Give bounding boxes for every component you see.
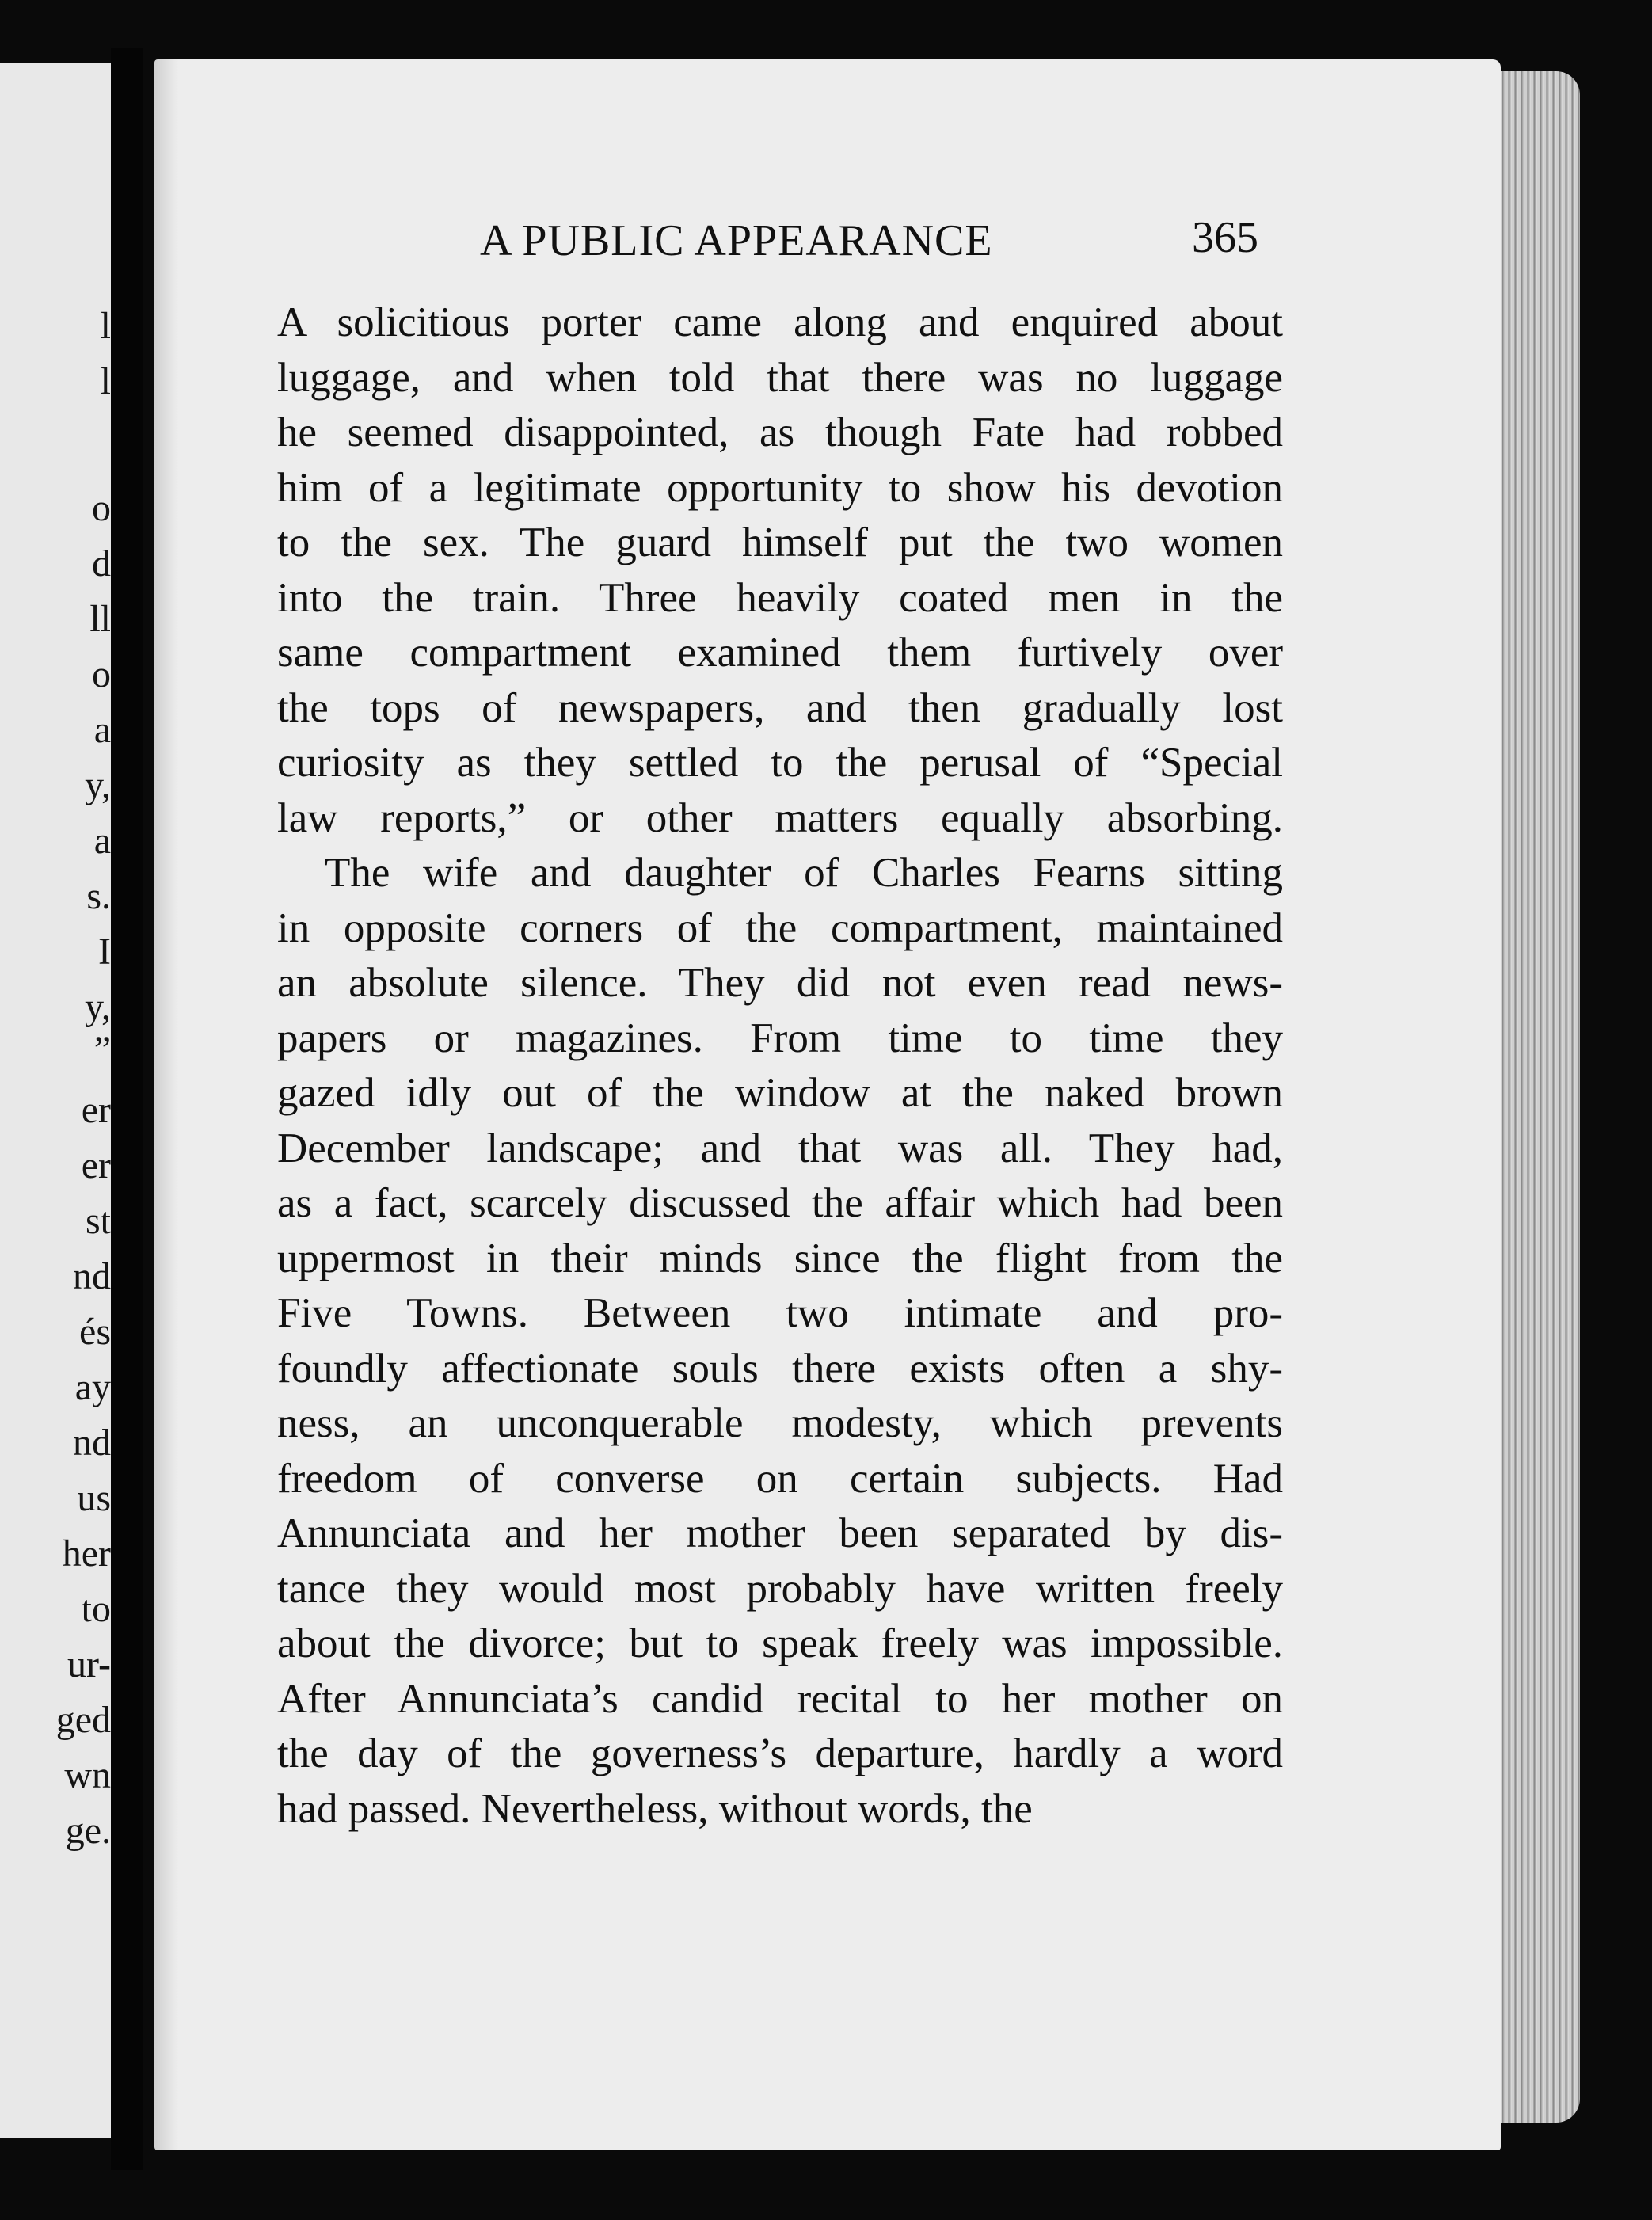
book-gutter [111, 48, 143, 2170]
text-line: foundly affectionate souls there exists often a shy- [277, 1345, 1283, 1392]
text-line: him of a legitimate opportunity to show his devotion [277, 464, 1283, 511]
text-line: December landscape; and that was all. They had, [277, 1125, 1283, 1171]
left-page-fragment: o [92, 487, 111, 529]
text-line: The wife and daughter of Charles Fearns sitting [325, 850, 1283, 896]
text-line: After Annunciata’s candid recital to her mother on [277, 1675, 1283, 1722]
left-page-fragment: wn [64, 1754, 111, 1796]
left-page-fragment: s. [86, 875, 111, 917]
text-line: gazed idly out of the window at the naked brown [277, 1070, 1283, 1116]
left-page-fragment: er [81, 1144, 111, 1186]
body-text [277, 295, 1283, 1837]
text-line: into the train. Three heavily coated men in the [277, 574, 1283, 621]
left-page-fragment: a [93, 820, 111, 862]
left-page-fragment: her [62, 1533, 111, 1575]
left-page-fragment: st [85, 1200, 111, 1242]
left-page-fragment: us [77, 1477, 111, 1519]
text-line: about the divorce; but to speak freely was impossible. [277, 1620, 1283, 1666]
text-line: tance they would most probably have written freely [277, 1565, 1283, 1612]
page-block-edge [1493, 71, 1580, 2123]
gutter-shadow [154, 59, 178, 2150]
left-page-fragment: I [98, 931, 111, 973]
left-page-fragment: a [93, 709, 111, 751]
text-line: luggage, and when told that there was no luggage [277, 354, 1283, 401]
text-line: papers or magazines. From time to time they [277, 1015, 1283, 1061]
page-number: 365 [1192, 213, 1258, 262]
left-page-fragment: és [79, 1311, 111, 1353]
left-page-fragment: ge. [65, 1810, 111, 1852]
left-page-fragment: nd [73, 1422, 111, 1464]
text-line: same compartment examined them furtively over [277, 630, 1283, 676]
left-page-fragment: nd [73, 1255, 111, 1297]
left-page-fragment: ur- [67, 1643, 111, 1685]
left-page-fragment: l [100, 360, 111, 402]
left-page-fragment: o [92, 653, 111, 695]
text-line: in opposite corners of the compartment, maintained [277, 904, 1283, 951]
left-page-fragment: ay [74, 1366, 111, 1408]
text-line: Five Towns. Between two intimate and pro- [277, 1290, 1283, 1336]
left-page [0, 63, 119, 2138]
text-line: A solicitious porter came along and enquired about [277, 299, 1283, 345]
text-line: the day of the governess’s departure, hardly a word [277, 1731, 1283, 1776]
text-line: he seemed disappointed, as though Fate had robbed [277, 409, 1283, 455]
running-head: A PUBLIC APPEARANCE [480, 216, 993, 265]
left-page-fragment: l [100, 305, 111, 347]
left-page-fragment: er [81, 1089, 111, 1131]
text-line: curiosity as they settled to the perusal of “Special [277, 740, 1283, 786]
text-line: freedom of converse on certain subjects. Had [277, 1455, 1283, 1502]
text-line: had passed. Nevertheless, without words, the [277, 1785, 1033, 1832]
left-page-fragment: y, [85, 986, 111, 1028]
text-line: to the sex. The guard himself put the two women [277, 520, 1283, 565]
text-line: Annunciata and her mother been separated by dis- [277, 1510, 1283, 1556]
text-line: the tops of newspapers, and then gradually lost [277, 684, 1283, 731]
text-line: law reports,” or other matters equally absorbing. [277, 794, 1283, 841]
text-line: ness, an unconquerable modesty, which prevents [277, 1400, 1283, 1446]
left-page-fragment: d [92, 543, 111, 585]
text-line: as a fact, scarcely discussed the affair which had been [277, 1180, 1283, 1226]
text-line: uppermost in their minds since the flight from the [277, 1235, 1283, 1281]
text-line: an absolute silence. They did not even read news- [277, 960, 1283, 1006]
left-page-fragment: to [81, 1588, 111, 1630]
left-page-fragment: ll [89, 598, 111, 640]
left-page-fragment: y, [85, 764, 111, 806]
left-page-fragment: ” [93, 1029, 111, 1071]
left-page-fragment: ged [55, 1699, 111, 1741]
